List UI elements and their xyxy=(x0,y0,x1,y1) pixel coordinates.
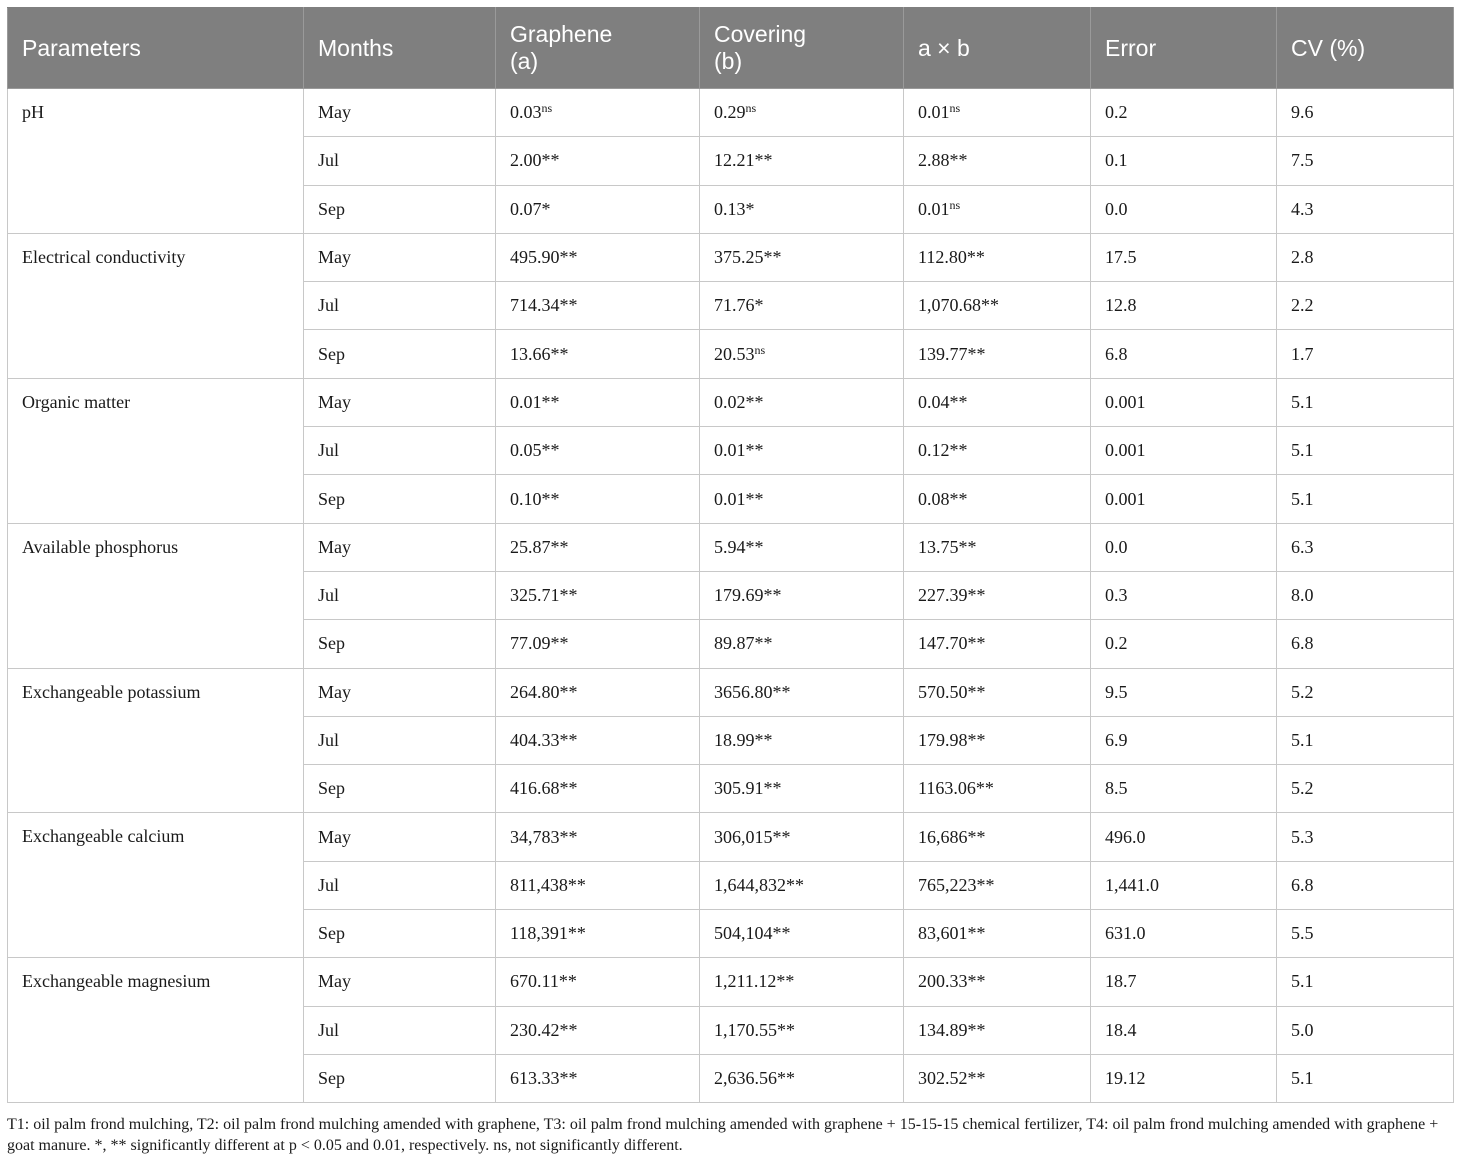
month-cell-value: Jul xyxy=(318,440,340,461)
error-cell xyxy=(1091,958,1277,1006)
interaction-cell xyxy=(904,475,1091,523)
covering-cell-value: 1,170.55** xyxy=(714,1019,795,1040)
cv-cell-value: 5.1 xyxy=(1291,730,1314,750)
error-cell-value: 0.001 xyxy=(1105,391,1146,412)
cv-cell xyxy=(1277,330,1454,378)
error-cell-value: 1,441.0 xyxy=(1105,874,1159,895)
graphene-cell-value: 714.34** xyxy=(510,295,578,316)
error-cell xyxy=(1091,330,1277,378)
parameter-cell: Exchangeable magnesium xyxy=(8,958,304,1103)
error-cell-value: 0.2 xyxy=(1105,102,1128,123)
cv-cell-value: 5.1 xyxy=(1291,440,1314,461)
cv-cell-value: 5.2 xyxy=(1291,778,1314,799)
anova-table-container xyxy=(7,7,1453,1103)
graphene-cell xyxy=(496,89,700,137)
graphene-cell-value: 34,783** xyxy=(510,826,578,847)
cv-cell xyxy=(1277,861,1454,909)
significance-marker: ns xyxy=(949,197,961,212)
error-cell-value: 0.001 xyxy=(1105,440,1146,461)
interaction-cell xyxy=(904,378,1091,426)
cv-cell xyxy=(1277,910,1454,958)
covering-cell-value: 18.99** xyxy=(714,730,773,750)
cv-cell-value: 2.8 xyxy=(1291,247,1314,268)
covering-cell-value: 20.53 xyxy=(714,343,755,364)
graphene-cell xyxy=(496,958,700,1006)
covering-cell xyxy=(700,861,904,909)
interaction-cell xyxy=(904,765,1091,813)
interaction-cell-value: 1,070.68** xyxy=(918,295,999,316)
month-cell-value: Sep xyxy=(318,198,345,219)
error-cell xyxy=(1091,475,1277,523)
interaction-cell xyxy=(904,958,1091,1006)
interaction-cell-value: 570.50** xyxy=(918,681,986,702)
cv-cell-value: 5.1 xyxy=(1291,1068,1314,1089)
cv-cell xyxy=(1277,523,1454,571)
covering-cell-value: 5.94** xyxy=(714,536,764,557)
month-cell-value: May xyxy=(318,536,351,557)
error-cell-value: 0.0 xyxy=(1105,198,1128,219)
cv-cell-value: 7.5 xyxy=(1291,150,1314,171)
cv-cell xyxy=(1277,958,1454,1006)
month-cell-value: Jul xyxy=(318,295,340,316)
interaction-cell xyxy=(904,89,1091,137)
cv-cell-value: 5.0 xyxy=(1291,1019,1314,1040)
graphene-cell xyxy=(496,233,700,281)
month-cell xyxy=(304,427,496,475)
graphene-cell xyxy=(496,571,700,619)
cv-cell xyxy=(1277,571,1454,619)
error-cell-value: 19.12 xyxy=(1105,1068,1146,1089)
interaction-cell-value: 13.75** xyxy=(918,536,977,557)
covering-cell-value: 12.21** xyxy=(714,150,773,171)
covering-cell xyxy=(700,1054,904,1102)
interaction-cell-value: 147.70** xyxy=(918,633,986,654)
interaction-cell xyxy=(904,716,1091,764)
interaction-cell xyxy=(904,282,1091,330)
table-row xyxy=(8,958,1454,1006)
cv-cell xyxy=(1277,620,1454,668)
error-cell-value: 6.9 xyxy=(1105,730,1128,750)
month-cell xyxy=(304,233,496,281)
covering-cell-value: 179.69** xyxy=(714,585,782,606)
graphene-cell-value: 811,438** xyxy=(510,874,586,895)
month-cell-value: Jul xyxy=(318,150,340,171)
cv-cell xyxy=(1277,716,1454,764)
graphene-cell-value: 25.87** xyxy=(510,536,569,557)
covering-cell-value: 1,211.12** xyxy=(714,971,795,992)
parameter-cell: Electrical conductivity xyxy=(8,233,304,378)
month-cell-value: May xyxy=(318,826,351,847)
graphene-cell xyxy=(496,910,700,958)
interaction-cell-value: 112.80** xyxy=(918,247,985,268)
covering-cell-value: 71.76* xyxy=(714,295,764,316)
covering-cell-value: 1,644,832** xyxy=(714,874,804,895)
parameter-cell: pH xyxy=(8,89,304,234)
month-cell-value: Sep xyxy=(318,633,345,654)
header-cv: CV (%) xyxy=(1277,8,1454,89)
covering-cell xyxy=(700,958,904,1006)
covering-cell-value: 3656.80** xyxy=(714,681,791,702)
error-cell-value: 0.001 xyxy=(1105,488,1146,509)
graphene-cell xyxy=(496,282,700,330)
graphene-cell xyxy=(496,378,700,426)
cv-cell-value: 5.5 xyxy=(1291,923,1314,944)
covering-cell xyxy=(700,282,904,330)
significance-marker: ns xyxy=(541,101,553,116)
graphene-cell xyxy=(496,475,700,523)
covering-cell-value: 0.02** xyxy=(714,391,764,412)
graphene-cell xyxy=(496,523,700,571)
month-cell xyxy=(304,716,496,764)
error-cell-value: 8.5 xyxy=(1105,778,1128,799)
header-months: Months xyxy=(304,8,496,89)
header-covering: Covering (b) xyxy=(700,8,904,89)
cv-cell xyxy=(1277,668,1454,716)
month-cell-value: May xyxy=(318,391,351,412)
interaction-cell-value: 179.98** xyxy=(918,730,986,750)
cv-cell xyxy=(1277,475,1454,523)
cv-cell-value: 8.0 xyxy=(1291,585,1314,606)
month-cell-value: Jul xyxy=(318,1019,340,1040)
month-cell xyxy=(304,620,496,668)
table-row xyxy=(8,89,1454,137)
covering-cell-value: 305.91** xyxy=(714,778,782,799)
error-cell xyxy=(1091,1054,1277,1102)
header-row xyxy=(8,8,1454,89)
error-cell xyxy=(1091,282,1277,330)
cv-cell-value: 6.3 xyxy=(1291,536,1314,557)
covering-cell-value: 0.29 xyxy=(714,102,746,123)
covering-cell-value: 306,015** xyxy=(714,826,791,847)
interaction-cell xyxy=(904,813,1091,861)
cv-cell-value: 5.3 xyxy=(1291,826,1314,847)
error-cell-value: 496.0 xyxy=(1105,826,1146,847)
error-cell xyxy=(1091,89,1277,137)
error-cell xyxy=(1091,765,1277,813)
cv-cell-value: 1.7 xyxy=(1291,343,1314,364)
error-cell-value: 18.4 xyxy=(1105,1019,1137,1040)
month-cell xyxy=(304,668,496,716)
cv-cell-value: 6.8 xyxy=(1291,633,1314,654)
month-cell xyxy=(304,378,496,426)
graphene-cell xyxy=(496,427,700,475)
graphene-cell xyxy=(496,668,700,716)
graphene-cell-value: 13.66** xyxy=(510,343,569,364)
graphene-cell-value: 0.10** xyxy=(510,488,560,509)
error-cell xyxy=(1091,185,1277,233)
graphene-cell xyxy=(496,330,700,378)
table-row xyxy=(8,378,1454,426)
header-interaction: a × b xyxy=(904,8,1091,89)
covering-cell xyxy=(700,427,904,475)
covering-cell xyxy=(700,378,904,426)
cv-cell xyxy=(1277,813,1454,861)
error-cell xyxy=(1091,233,1277,281)
interaction-cell-value: 0.01 xyxy=(918,198,950,219)
interaction-cell xyxy=(904,523,1091,571)
table-row xyxy=(8,523,1454,571)
error-cell xyxy=(1091,620,1277,668)
error-cell-value: 18.7 xyxy=(1105,971,1137,992)
covering-cell xyxy=(700,716,904,764)
cv-cell xyxy=(1277,1054,1454,1102)
covering-cell-value: 0.13* xyxy=(714,198,755,219)
cv-cell-value: 5.1 xyxy=(1291,391,1314,412)
month-cell-value: Sep xyxy=(318,1068,345,1089)
error-cell xyxy=(1091,523,1277,571)
interaction-cell xyxy=(904,1006,1091,1054)
month-cell-value: Jul xyxy=(318,585,340,606)
interaction-cell-value: 0.08** xyxy=(918,488,968,509)
error-cell-value: 0.3 xyxy=(1105,585,1128,606)
graphene-cell xyxy=(496,765,700,813)
month-cell xyxy=(304,89,496,137)
covering-cell-value: 2,636.56** xyxy=(714,1068,795,1089)
month-cell xyxy=(304,330,496,378)
month-cell xyxy=(304,185,496,233)
cv-cell xyxy=(1277,427,1454,475)
table-row xyxy=(8,668,1454,716)
cv-cell xyxy=(1277,233,1454,281)
interaction-cell-value: 134.89** xyxy=(918,1019,986,1040)
significance-marker: ns xyxy=(949,101,961,116)
covering-cell-value: 375.25** xyxy=(714,247,782,268)
interaction-cell xyxy=(904,185,1091,233)
error-cell xyxy=(1091,1006,1277,1054)
interaction-cell-value: 2.88** xyxy=(918,150,968,171)
covering-cell xyxy=(700,765,904,813)
covering-cell-value: 0.01** xyxy=(714,488,764,509)
graphene-cell-value: 264.80** xyxy=(510,681,578,702)
interaction-cell-value: 302.52** xyxy=(918,1068,986,1089)
interaction-cell-value: 1163.06** xyxy=(918,778,994,799)
month-cell xyxy=(304,137,496,185)
cv-cell xyxy=(1277,185,1454,233)
table-footnote: T1: oil palm frond mulching, T2: oil palm frond mulching amended with graphene, T3: oil palm frond mulching amended with graphene + 15-15-15 chemical fertilizer, T4: oil palm frond mulching amended with graphene + goat manure. *, ** significantly different at p < 0.05 and 0.01, respectively. ns, not significantly different. xyxy=(7,1116,1439,1154)
month-cell-value: May xyxy=(318,102,351,123)
graphene-cell-value: 670.11** xyxy=(510,971,577,992)
covering-cell xyxy=(700,1006,904,1054)
graphene-cell xyxy=(496,620,700,668)
month-cell xyxy=(304,523,496,571)
interaction-cell-value: 765,223** xyxy=(918,874,995,895)
cv-cell-value: 9.6 xyxy=(1291,102,1314,123)
covering-cell xyxy=(700,620,904,668)
interaction-cell xyxy=(904,571,1091,619)
month-cell-value: May xyxy=(318,681,351,702)
error-cell xyxy=(1091,861,1277,909)
interaction-cell xyxy=(904,620,1091,668)
graphene-cell xyxy=(496,1054,700,1102)
table-row xyxy=(8,813,1454,861)
covering-cell xyxy=(700,475,904,523)
error-cell-value: 9.5 xyxy=(1105,681,1128,702)
month-cell xyxy=(304,765,496,813)
error-cell-value: 631.0 xyxy=(1105,923,1146,944)
parameter-cell: Available phosphorus xyxy=(8,523,304,668)
significance-marker: ns xyxy=(754,342,766,357)
interaction-cell xyxy=(904,668,1091,716)
cv-cell-value: 4.3 xyxy=(1291,198,1314,219)
error-cell-value: 12.8 xyxy=(1105,295,1137,316)
month-cell-value: Sep xyxy=(318,488,345,509)
covering-cell xyxy=(700,910,904,958)
interaction-cell-value: 16,686** xyxy=(918,826,986,847)
interaction-cell xyxy=(904,330,1091,378)
error-cell xyxy=(1091,571,1277,619)
month-cell xyxy=(304,1054,496,1102)
covering-cell xyxy=(700,571,904,619)
covering-cell-value: 504,104** xyxy=(714,923,791,944)
cv-cell xyxy=(1277,89,1454,137)
month-cell xyxy=(304,813,496,861)
anova-table xyxy=(7,7,1454,1103)
graphene-cell xyxy=(496,1006,700,1054)
covering-cell xyxy=(700,813,904,861)
cv-cell xyxy=(1277,765,1454,813)
interaction-cell xyxy=(904,233,1091,281)
month-cell-value: Jul xyxy=(318,730,340,750)
cv-cell-value: 5.1 xyxy=(1291,971,1314,992)
graphene-cell-value: 2.00** xyxy=(510,150,560,171)
month-cell-value: Jul xyxy=(318,874,340,895)
month-cell-value: Sep xyxy=(318,778,345,799)
interaction-cell xyxy=(904,861,1091,909)
error-cell xyxy=(1091,427,1277,475)
error-cell xyxy=(1091,910,1277,958)
graphene-cell-value: 0.03 xyxy=(510,102,542,123)
error-cell xyxy=(1091,716,1277,764)
parameter-cell: Exchangeable potassium xyxy=(8,668,304,813)
month-cell xyxy=(304,861,496,909)
cv-cell-value: 2.2 xyxy=(1291,295,1314,316)
error-cell-value: 6.8 xyxy=(1105,343,1128,364)
covering-cell xyxy=(700,330,904,378)
header-graphene: Graphene (a) xyxy=(496,8,700,89)
covering-cell xyxy=(700,523,904,571)
graphene-cell-value: 404.33** xyxy=(510,730,578,750)
covering-cell-value: 89.87** xyxy=(714,633,773,654)
graphene-cell-value: 613.33** xyxy=(510,1068,578,1089)
error-cell-value: 17.5 xyxy=(1105,247,1137,268)
interaction-cell-value: 0.12** xyxy=(918,440,968,461)
interaction-cell-value: 0.01 xyxy=(918,102,950,123)
cv-cell xyxy=(1277,378,1454,426)
cv-cell xyxy=(1277,137,1454,185)
month-cell xyxy=(304,1006,496,1054)
covering-cell xyxy=(700,185,904,233)
graphene-cell-value: 77.09** xyxy=(510,633,569,654)
interaction-cell xyxy=(904,1054,1091,1102)
graphene-cell-value: 0.01** xyxy=(510,391,560,412)
graphene-cell xyxy=(496,813,700,861)
cv-cell-value: 6.8 xyxy=(1291,874,1314,895)
graphene-cell-value: 0.07* xyxy=(510,198,551,219)
graphene-cell-value: 118,391** xyxy=(510,923,586,944)
month-cell xyxy=(304,282,496,330)
covering-cell xyxy=(700,137,904,185)
parameter-cell: Organic matter xyxy=(8,378,304,523)
month-cell xyxy=(304,571,496,619)
error-cell xyxy=(1091,378,1277,426)
header-error: Error xyxy=(1091,8,1277,89)
table-row xyxy=(8,233,1454,281)
interaction-cell xyxy=(904,137,1091,185)
interaction-cell-value: 0.04** xyxy=(918,391,968,412)
graphene-cell xyxy=(496,137,700,185)
covering-cell-value: 0.01** xyxy=(714,440,764,461)
cv-cell-value: 5.1 xyxy=(1291,488,1314,509)
interaction-cell-value: 227.39** xyxy=(918,585,986,606)
covering-cell xyxy=(700,89,904,137)
significance-marker: ns xyxy=(745,101,757,116)
graphene-cell xyxy=(496,861,700,909)
month-cell-value: May xyxy=(318,247,351,268)
cv-cell-value: 5.2 xyxy=(1291,681,1314,702)
cv-cell xyxy=(1277,282,1454,330)
interaction-cell-value: 83,601** xyxy=(918,923,986,944)
graphene-cell-value: 495.90** xyxy=(510,247,578,268)
graphene-cell-value: 0.05** xyxy=(510,440,560,461)
interaction-cell xyxy=(904,427,1091,475)
error-cell xyxy=(1091,137,1277,185)
parameter-cell: Exchangeable calcium xyxy=(8,813,304,958)
cv-cell xyxy=(1277,1006,1454,1054)
month-cell-value: Sep xyxy=(318,923,345,944)
month-cell-value: Sep xyxy=(318,343,345,364)
month-cell xyxy=(304,958,496,1006)
month-cell xyxy=(304,910,496,958)
month-cell-value: May xyxy=(318,971,351,992)
graphene-cell xyxy=(496,716,700,764)
graphene-cell-value: 416.68** xyxy=(510,778,578,799)
interaction-cell-value: 200.33** xyxy=(918,971,986,992)
interaction-cell-value: 139.77** xyxy=(918,343,986,364)
header-parameters: Parameters xyxy=(8,8,304,89)
covering-cell xyxy=(700,233,904,281)
error-cell xyxy=(1091,813,1277,861)
graphene-cell xyxy=(496,185,700,233)
interaction-cell xyxy=(904,910,1091,958)
graphene-cell-value: 230.42** xyxy=(510,1019,578,1040)
graphene-cell-value: 325.71** xyxy=(510,585,578,606)
error-cell-value: 0.1 xyxy=(1105,150,1128,171)
error-cell-value: 0.0 xyxy=(1105,536,1128,557)
covering-cell xyxy=(700,668,904,716)
month-cell xyxy=(304,475,496,523)
error-cell-value: 0.2 xyxy=(1105,633,1128,654)
error-cell xyxy=(1091,668,1277,716)
